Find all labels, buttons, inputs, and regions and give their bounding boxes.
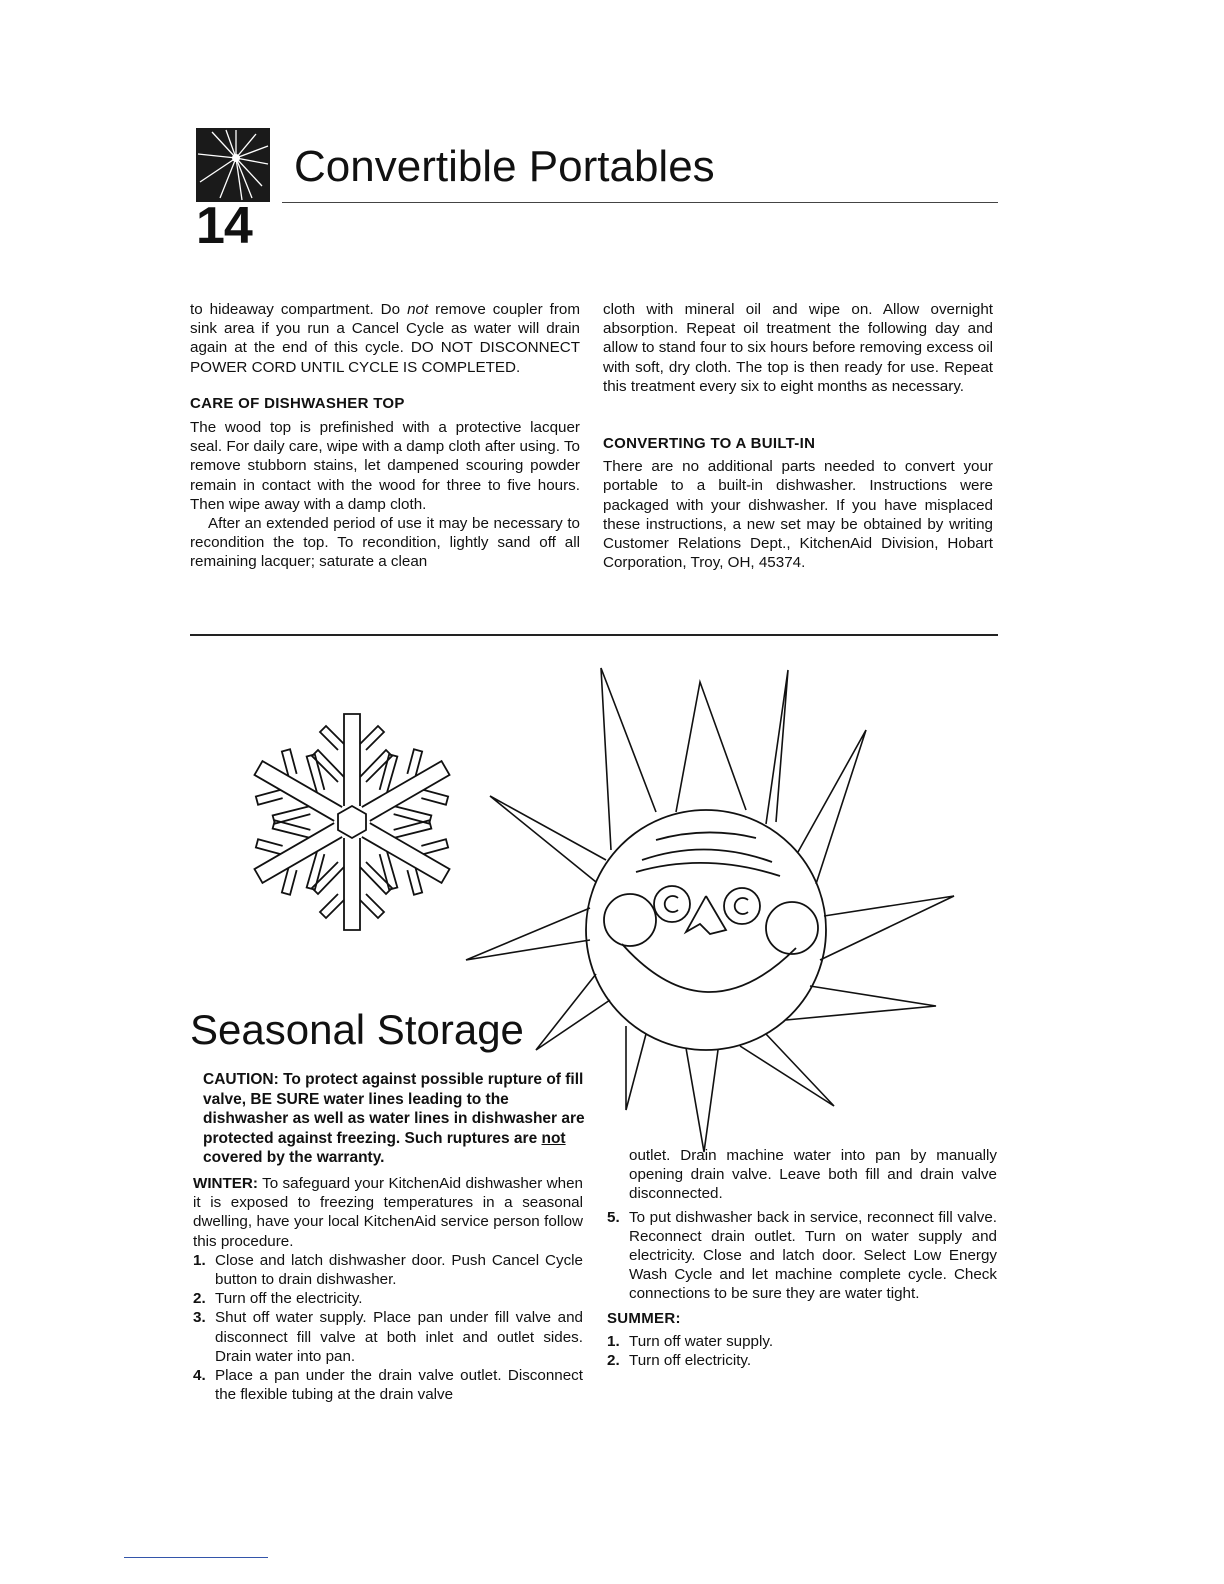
list-item: 1. Close and latch dishwasher door. Push Cancel Cycle button to drain dishwasher. bbox=[193, 1251, 583, 1289]
summer-heading: SUMMER: bbox=[607, 1309, 681, 1327]
chapter-starburst-icon bbox=[196, 128, 270, 202]
care-paragraph-2: After an extended period of use it may be necessary to recondition the top. To recondition, lightly sand off all remaining lacquer; saturate a clean bbox=[190, 515, 580, 571]
section-title: Seasonal Storage bbox=[190, 1006, 524, 1053]
winter-intro: WINTER: To safeguard your KitchenAid dishwasher when it is exposed to freezing temperatures in a seasonal dwelling, have your local KitchenAid service person follow this procedure. bbox=[193, 1175, 583, 1250]
list-item-continued: outlet. Drain machine water into pan by manually opening drain valve. Leave both fill and drain valve disconnected. bbox=[629, 1147, 997, 1203]
list-item: 1. Turn off water supply. bbox=[607, 1332, 774, 1350]
winter-column bbox=[193, 1174, 583, 1404]
convert-heading: CONVERTING TO A BUILT-IN bbox=[603, 435, 816, 453]
snowflake-icon bbox=[238, 714, 465, 930]
list-item: 2. Turn off the electricity. bbox=[193, 1290, 363, 1308]
care-heading: CARE OF DISHWASHER TOP bbox=[190, 394, 405, 412]
intro-paragraph: to hideaway compartment. Do not remove coupler from sink area if you run a Cancel Cycle as water will drain again at the end of this cycle. DO NOT DISCONNECT POWER CORD UNTIL CYCLE IS COMPLETED. bbox=[190, 301, 580, 376]
page-title: Convertible Portables bbox=[294, 142, 715, 191]
convert-paragraph: There are no additional parts needed to convert your portable to a built-in dishwasher. Instructions were packaged with your dishwasher. If you have misplaced these instructions, a new set may be obtained by writing Customer Relations Dept., KitchenAid Division, Hobart Corporation, Troy, OH, 45374. bbox=[603, 458, 993, 572]
list-item: 5. To put dishwasher back in service, reconnect fill valve. Reconnect drain outlet. Turn on water supply and electricity. Close and latch door. Select Low Energy Wash Cycle and let machine complete cycle. Check connections to be sure they are water tight. bbox=[607, 1208, 997, 1303]
care-continued-paragraph: cloth with mineral oil and wipe on. Allow overnight absorption. Repeat oil treatment the following day and allow to stand four to six hours before removing excess oil with soft, dry cloth. The top is then ready for use. Repeat this treatment every six to eight months as necessary. bbox=[603, 301, 994, 395]
chapter-number: 14 bbox=[196, 197, 252, 255]
list-item: 4. Place a pan under the drain valve outlet. Disconnect the flexible tubing at the drain valve bbox=[193, 1367, 583, 1404]
list-item: 2. Turn off electricity. bbox=[607, 1352, 752, 1370]
title-divider bbox=[282, 202, 998, 203]
caution-notice: CAUTION: To protect against possible rupture of fill valve, BE SURE water lines leading to the dishwasher as well as water lines in dishwasher are protected against freezing. Such ruptures are not covered by the warranty. bbox=[203, 1071, 585, 1166]
list-item: 3. Shut off water supply. Place pan under fill valve and disconnect fill valve at both inlet and outlet sides. Drain water into pan. bbox=[193, 1309, 583, 1365]
section-divider bbox=[190, 634, 998, 636]
winter-column-continued bbox=[607, 1146, 997, 1370]
column-right-top bbox=[603, 300, 993, 572]
footer-rule bbox=[124, 1557, 268, 1558]
care-paragraph-1: The wood top is prefinished with a protective lacquer seal. For daily care, wipe with a damp cloth after using. To remove stubborn stains, let dampened scouring powder remain in contact with the wood for three to five hours. Then wipe away with a damp cloth. bbox=[190, 419, 580, 513]
column-left-top bbox=[190, 300, 580, 572]
